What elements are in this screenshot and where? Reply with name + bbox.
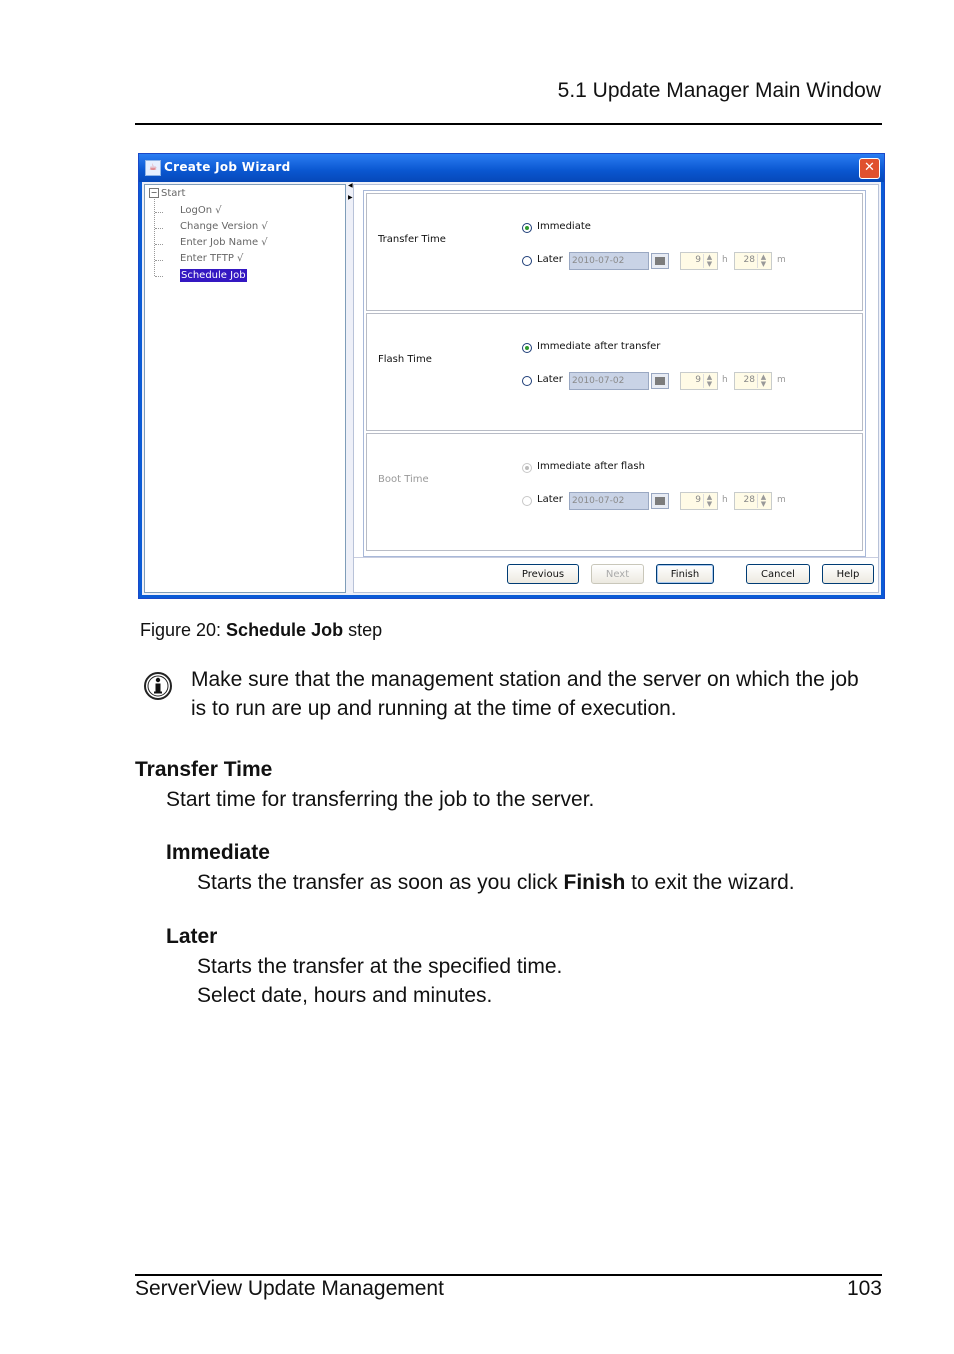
next-button[interactable]: Next — [591, 564, 644, 584]
immediate-desc — [197, 868, 795, 897]
note-text: Make sure that the management station and the server on which the job is to run are up and running at the time of execution. — [191, 668, 859, 720]
info-icon — [143, 671, 173, 701]
flash-immediate-label: Immediate after transfer — [537, 341, 661, 352]
hour-value: 9 — [695, 375, 701, 385]
flash-later-label: Later — [537, 374, 563, 385]
time-panels — [363, 190, 866, 557]
window-body — [142, 182, 881, 595]
cancel-button[interactable]: Cancel — [746, 564, 810, 584]
transfer-later-radio[interactable] — [522, 256, 532, 266]
tree-item-schedule-job[interactable]: Schedule Job — [181, 270, 246, 281]
flash-time-label: Flash Time — [378, 354, 432, 365]
calendar-icon[interactable] — [651, 253, 669, 269]
collapse-toggle-icon[interactable]: − — [150, 188, 158, 197]
later-desc-line2: Select date, hours and minutes. — [197, 984, 493, 1007]
footer-doc-title: ServerView Update Management — [135, 1277, 444, 1300]
spinner-arrows-icon[interactable]: ▲ ▼ — [757, 374, 769, 388]
tree-connector — [155, 212, 163, 213]
minute-unit: m — [777, 375, 786, 385]
header-rule — [135, 123, 882, 125]
flash-time-panel — [366, 313, 863, 431]
tree-item-change-version[interactable]: Change Version √ — [180, 221, 268, 232]
tree-root-label: Start — [161, 188, 186, 199]
transfer-time-label: Transfer Time — [378, 234, 446, 245]
help-button[interactable]: Help — [822, 564, 874, 584]
immediate-desc-bold: Finish — [563, 871, 626, 894]
calendar-icon[interactable] — [651, 493, 669, 509]
caption-prefix: Figure 20: — [140, 620, 227, 640]
flash-later-radio[interactable] — [522, 376, 532, 386]
transfer-time-term: Transfer Time — [135, 758, 273, 781]
transfer-time-panel — [366, 193, 863, 311]
page-number: 103 — [846, 1277, 882, 1300]
hour-unit: h — [722, 495, 728, 505]
later-desc-line1: Starts the transfer at the specified time. — [197, 955, 563, 978]
wizard-step-tree — [144, 184, 346, 593]
flash-hour-spinner[interactable] — [680, 372, 718, 390]
figure-caption — [140, 620, 382, 641]
flash-minute-spinner[interactable] — [734, 372, 772, 390]
collapse-left-arrow-icon[interactable]: ◀ — [348, 182, 353, 189]
minute-value: 28 — [743, 255, 755, 265]
expand-right-arrow-icon[interactable]: ▶ — [348, 194, 353, 201]
transfer-immediate-label: Immediate — [537, 221, 591, 232]
boot-later-radio[interactable] — [522, 496, 532, 506]
close-button[interactable]: ✕ — [859, 158, 880, 179]
flash-date-field[interactable]: 2010-07-02 — [569, 372, 649, 390]
tree-connector — [154, 199, 155, 276]
tree-connector — [155, 244, 163, 245]
caption-bold: Schedule Job — [226, 620, 344, 640]
later-term: Later — [166, 925, 218, 948]
spinner-arrows-icon[interactable]: ▲ ▼ — [703, 374, 715, 388]
window-titlebar — [139, 154, 884, 182]
immediate-term: Immediate — [166, 841, 270, 864]
window-title: Create Job Wizard — [164, 160, 291, 174]
footer-rule — [135, 1274, 882, 1276]
wizard-button-bar — [354, 557, 878, 592]
minute-value: 28 — [743, 495, 755, 505]
spinner-arrows-icon[interactable]: ▲ ▼ — [703, 494, 715, 508]
spinner-arrows-icon[interactable]: ▲ ▼ — [757, 254, 769, 268]
transfer-time-desc: Start time for transferring the job to the server. — [166, 788, 595, 811]
tree-item-enter-tftp[interactable]: Enter TFTP √ — [180, 253, 244, 264]
tree-item-enter-job-name[interactable]: Enter Job Name √ — [180, 237, 268, 248]
calendar-icon[interactable] — [651, 373, 669, 389]
minute-value: 28 — [743, 375, 755, 385]
boot-minute-spinner[interactable] — [734, 492, 772, 510]
hour-unit: h — [722, 375, 728, 385]
hour-unit: h — [722, 255, 728, 265]
hour-value: 9 — [695, 495, 701, 505]
page-header-title: 5.1 Update Manager Main Window — [557, 79, 881, 102]
tree-connector — [155, 276, 163, 277]
spinner-arrows-icon[interactable]: ▲ ▼ — [703, 254, 715, 268]
minute-unit: m — [777, 255, 786, 265]
tree-connector — [155, 260, 163, 261]
boot-immediate-label: Immediate after flash — [537, 461, 645, 472]
transfer-minute-spinner[interactable] — [734, 252, 772, 270]
transfer-hour-spinner[interactable] — [680, 252, 718, 270]
tree-item-logon[interactable]: LogOn √ — [180, 205, 222, 216]
boot-immediate-radio[interactable] — [522, 463, 532, 473]
create-job-wizard-window — [138, 153, 885, 599]
boot-hour-spinner[interactable] — [680, 492, 718, 510]
boot-time-label: Boot Time — [378, 474, 429, 485]
transfer-immediate-radio[interactable] — [522, 223, 532, 233]
schedule-pane — [353, 184, 879, 593]
spinner-arrows-icon[interactable]: ▲ ▼ — [757, 494, 769, 508]
immediate-desc-suffix: to exit the wizard. — [625, 871, 795, 894]
boot-date-field[interactable]: 2010-07-02 — [569, 492, 649, 510]
boot-later-label: Later — [537, 494, 563, 505]
transfer-date-field[interactable]: 2010-07-02 — [569, 252, 649, 270]
flash-immediate-radio[interactable] — [522, 343, 532, 353]
previous-button[interactable]: Previous — [507, 564, 579, 584]
boot-time-panel — [366, 433, 863, 551]
caption-suffix: step — [343, 620, 383, 640]
transfer-later-label: Later — [537, 254, 563, 265]
hour-value: 9 — [695, 255, 701, 265]
minute-unit: m — [777, 495, 786, 505]
java-app-icon: ☕ — [145, 160, 161, 176]
tree-connector — [155, 228, 163, 229]
finish-button[interactable]: Finish — [656, 564, 714, 584]
tree-root[interactable] — [149, 188, 185, 199]
immediate-desc-prefix: Starts the transfer as soon as you click — [197, 871, 564, 894]
